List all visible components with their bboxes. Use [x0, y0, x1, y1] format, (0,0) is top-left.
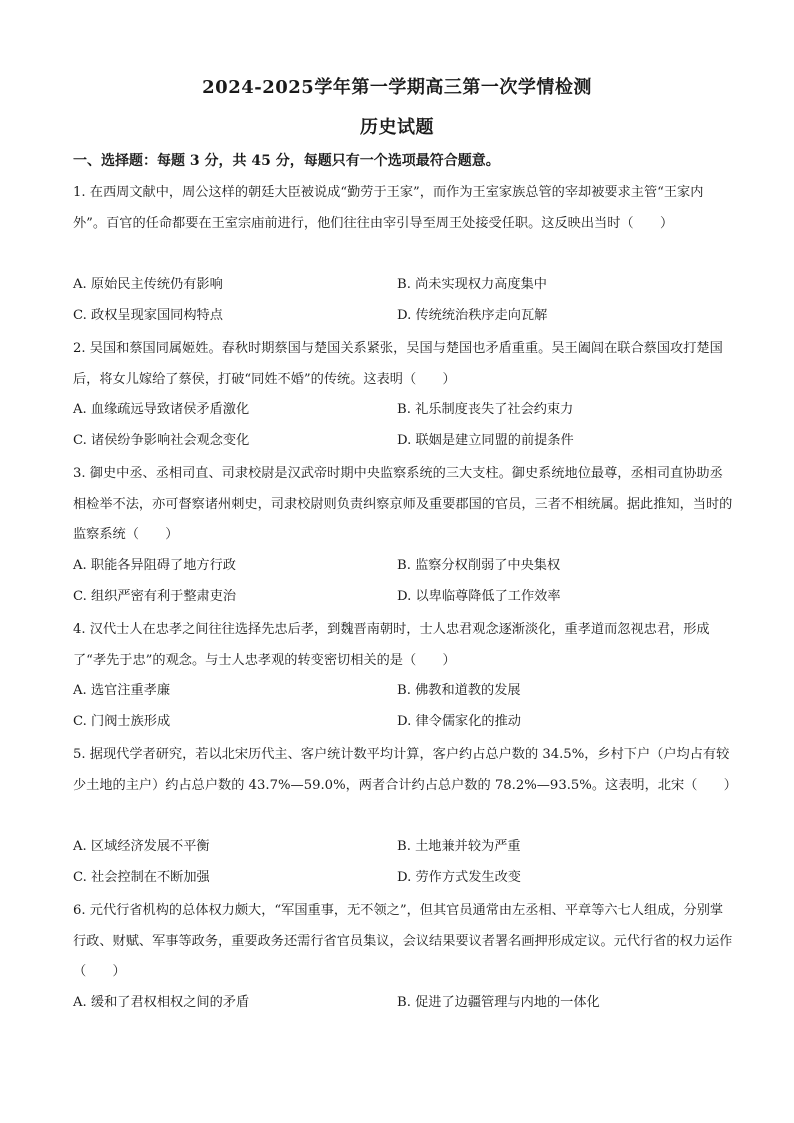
question-2-option-c[interactable]: C. 诸侯纷争影响社会观念变化	[73, 433, 250, 448]
question-6-option-b[interactable]: B. 促进了边疆管理与内地的一体化	[397, 995, 600, 1010]
question-4-option-a[interactable]: A. 选官注重孝廉	[73, 683, 171, 698]
question-1-option-c[interactable]: C. 政权呈现家国同构特点	[73, 308, 223, 323]
question-6-stem: 6. 元代行省机构的总体权力颇大，“军国重事，无不领之”，但其官员通常由左丞相、平章等六七人组成，分别掌行政、财赋、军事等政务，重要政务还需行省官员集议，会议结果要议者署名画押形成定议。元代行省的权力运作（ ）	[73, 903, 733, 979]
question-1-stem: 1. 在西周文献中，周公这样的朝廷大臣被说成“勤劳于王家”，而作为王室家族总管的宰却被要求主管“王家内外”。百官的任命都要在王室宗庙前进行，他们往往由宰引导至周王处接受任职。这反映出当时（ ）	[73, 185, 704, 231]
subject-title: 历史试题	[360, 117, 434, 138]
question-2-option-b[interactable]: B. 礼乐制度丧失了社会约束力	[397, 402, 574, 417]
question-5-option-a[interactable]: A. 区域经济发展不平衡	[73, 839, 210, 854]
question-3-option-b[interactable]: B. 监察分权削弱了中央集权	[397, 558, 561, 573]
question-3-option-c[interactable]: C. 组织严密有利于整肃吏治	[73, 589, 237, 604]
question-3-option-a[interactable]: A. 职能各异阻碍了地方行政	[73, 558, 236, 573]
question-1-option-d[interactable]: D. 传统统治秩序走向瓦解	[397, 308, 548, 323]
question-5-stem: 5. 据现代学者研究，若以北宋历代主、客户统计数平均计算，客户约占总户数的 34.5%，乡村下户（户均占有较少土地的主户）约占总户数的 43.7%—59.0%，两者合计约占总户数的 78.2%—93.5%。这表明，北宋（ ）	[73, 747, 737, 793]
question-2-option-a[interactable]: A. 血缘疏远导致诸侯矛盾激化	[73, 402, 250, 417]
question-5-option-d[interactable]: D. 劳作方式发生改变	[397, 870, 521, 885]
question-6-option-a[interactable]: A. 缓和了君权相权之间的矛盾	[73, 995, 250, 1010]
exam-title: 2024-2025学年第一学期高三第一次学情检测	[202, 77, 592, 98]
question-5-option-c[interactable]: C. 社会控制在不断加强	[73, 870, 210, 885]
question-3-option-d[interactable]: D. 以卑临尊降低了工作效率	[397, 589, 561, 604]
question-2-option-d[interactable]: D. 联姻是建立同盟的前提条件	[397, 433, 574, 448]
question-1-option-b[interactable]: B. 尚未实现权力高度集中	[397, 277, 547, 292]
question-2-stem: 2. 吴国和蔡国同属姬姓。春秋时期蔡国与楚国关系紧张，吴国与楚国也矛盾重重。吴王阖闾在联合蔡国攻打楚国后，将女儿嫁给了蔡侯，打破“同姓不婚”的传统。这表明（ ）	[73, 341, 723, 387]
question-4-stem: 4. 汉代士人在忠孝之间往往选择先忠后孝，到魏晋南朝时，士人忠君观念逐渐淡化，重孝道而忽视忠君，形成了“孝先于忠”的观念。与士人忠孝观的转变密切相关的是（ ）	[73, 622, 710, 668]
question-4-option-b[interactable]: B. 佛教和道教的发展	[397, 683, 521, 698]
question-1-option-a[interactable]: A. 原始民主传统仍有影响	[73, 277, 223, 292]
question-3-stem: 3. 御史中丞、丞相司直、司隶校尉是汉武帝时期中央监察系统的三大支柱。御史系统地位最尊，丞相司直协助丞相检举不法，亦可督察诸州刺史，司隶校尉则负责纠察京师及重要郡国的官员，三者不相统属。据此推知，当时的监察系统（ ）	[73, 466, 733, 542]
section-heading: 一、选择题：每题 3 分，共 45 分，每题只有一个选项最符合题意。	[73, 153, 500, 169]
question-5-option-b[interactable]: B. 土地兼并较为严重	[397, 839, 521, 854]
question-4-option-d[interactable]: D. 律令儒家化的推动	[397, 714, 521, 729]
question-4-option-c[interactable]: C. 门阀士族形成	[73, 714, 171, 729]
